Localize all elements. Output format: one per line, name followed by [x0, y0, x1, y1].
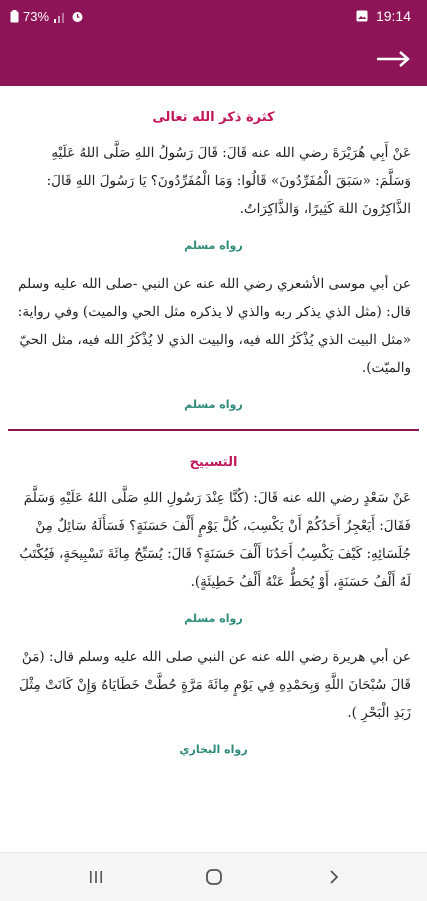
section-title: التسبيح [189, 455, 238, 470]
battery-percent: 73% [23, 9, 50, 24]
status-right [356, 8, 411, 24]
hadith-text: عن أبي موسى الأشعري رضي الله عنه عن النبي -صلى الله عليه وسلم قال: (مثل الذي يذكر ربه والذي لا يذكره مثل الحي والميت) وفي رواية: «مثل البيت الذي يُذْكَرُ الله فيه، والبيت الذي لا يُذْكَرُ الله فيه، مثل الحيّ والميّت). [17, 276, 411, 376]
back-button[interactable] [375, 47, 411, 71]
hadith-source: رواه مسلم [184, 612, 243, 625]
system-nav-bar [0, 852, 427, 901]
arrow-right-icon [375, 47, 411, 71]
hadith-text: عن أبي هريرة رضي الله عنه عن النبي صلى الله عليه وسلم قال: (مَنْ قَالَ سُبْحَانَ اللَّهِ وَبِحَمْدِهِ فِي يَوْمٍ مِائَةَ مَرَّةٍ حُطَّتْ خَطَايَاهُ وَإِنْ كَانَتْ مِثْلَ زَبَدِ الْبَحْرِ ). [19, 649, 411, 721]
app-bar [0, 32, 427, 86]
status-bar [0, 0, 427, 32]
home-icon [205, 868, 223, 886]
recents-button[interactable] [76, 865, 116, 889]
status-left [10, 9, 84, 24]
chevron-right-icon [328, 869, 340, 885]
hadith-source: رواه البخاري [179, 743, 248, 756]
back-nav-button[interactable] [314, 865, 354, 889]
home-button[interactable] [194, 865, 234, 889]
hadith-text: عَنْ أَبِي هُرَيْرَةَ رضي الله عنه قَالَ: قَالَ رَسُولُ اللهِ صَلَّى اللهُ عَلَيْهِ وَسَلَّمَ: «سَبَقَ الْمُفَرِّدُونَ» قَالُوا: وَمَا الْمُفَرِّدُونَ؟ يَا رَسُولَ اللهِ قَالَ: الذَّاكِرُونَ اللهَ كَثِيرًا، وَالذَّاكِرَاتُ. [46, 145, 411, 217]
section-title: كثرة ذكر الله تعالى [152, 110, 275, 125]
hadith-source: رواه مسلم [184, 398, 243, 411]
signal-icon [53, 11, 67, 23]
hadith-text: عَنْ سَعْدٍ رضي الله عنه قَالَ: (كُنَّا عِنْدَ رَسُولِ اللهِ صَلَّى اللهُ عَلَيْهِ وَسَلَّمَ فَقَالَ: أَيَعْجِزُ أَحَدُكُمْ أَنْ يَكْسِبَ، كُلَّ يَوْمٍ أَلْفَ حَسَنَةٍ؟ فَسَأَلَهُ سَائِلٌ مِنْ جُلَسَائِهِ: كَيْفَ يَكْسِبُ أَحَدُنَا أَلْفَ حَسَنَةٍ؟ قَالَ: يُسَبِّحُ مِائَةَ تَسْبِيحَةٍ، فَيُكْتَبُ لَهُ أَلْفُ حَسَنَةٍ، أَوْ يُحَطُّ عَنْهُ أَلْفُ خَطِيئَةٍ). [19, 490, 411, 590]
recents-icon [88, 869, 104, 885]
image-notification-icon [356, 10, 368, 22]
alarm-icon [71, 10, 84, 23]
content-scroll[interactable] [0, 86, 427, 852]
section-dhikr [0, 110, 427, 411]
section-tasbih [0, 455, 427, 756]
clock: 19:14 [375, 8, 411, 24]
hadith-source: رواه مسلم [184, 239, 243, 252]
section-divider [8, 429, 419, 431]
battery-icon [10, 10, 19, 23]
